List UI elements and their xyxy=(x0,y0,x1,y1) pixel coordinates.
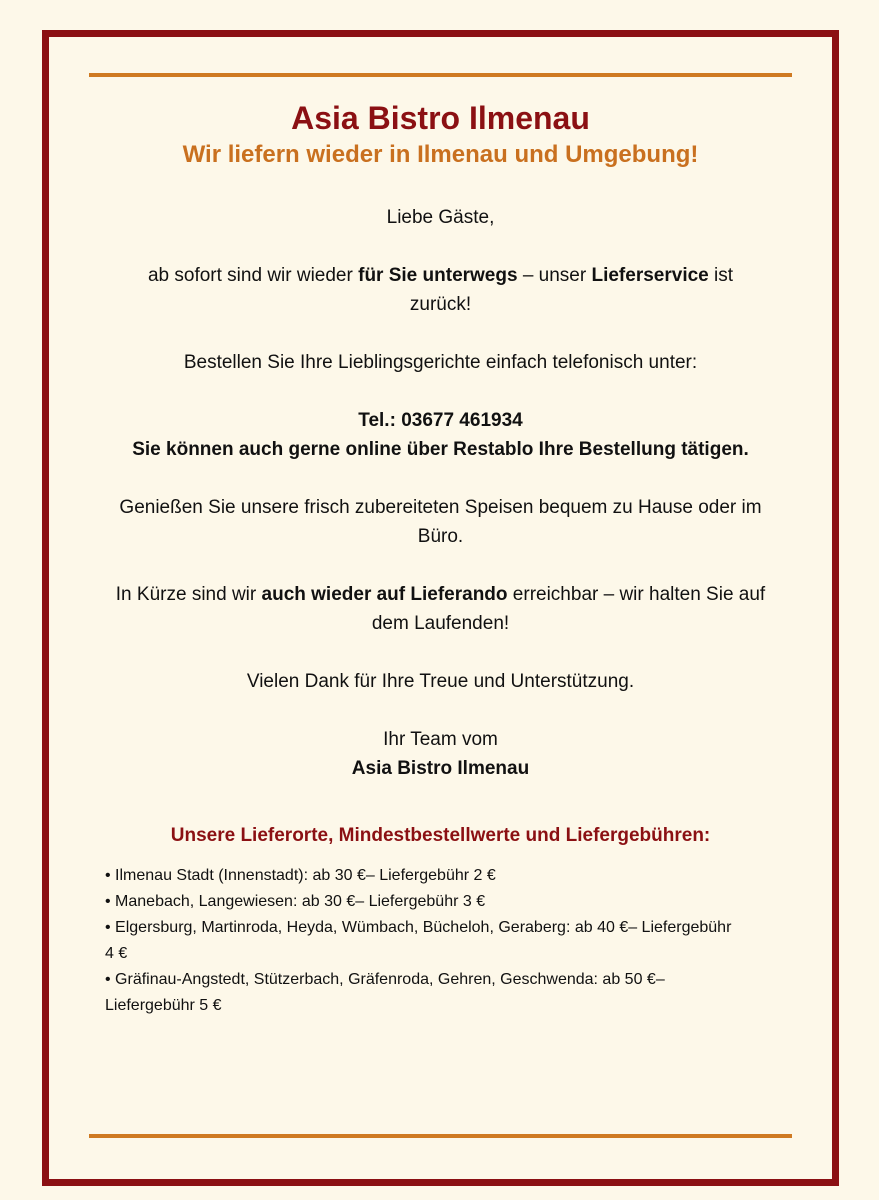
signature: Asia Bistro Ilmenau xyxy=(351,758,530,779)
top-divider xyxy=(89,73,792,77)
restaurant-title: Asia Bistro Ilmenau xyxy=(291,100,590,136)
announcement-text-2: – unser xyxy=(517,265,592,286)
delivery-announcement xyxy=(119,261,762,319)
greeting: Liebe Gäste, xyxy=(386,207,495,228)
order-instruction: Bestellen Sie Ihre Lieblingsgerichte einfach telefonisch unter: xyxy=(183,352,698,373)
list-item: • Manebach, Langewiesen: ab 30 €– Liefergebühr 3 € xyxy=(105,893,486,910)
bottom-divider xyxy=(89,1134,792,1138)
flyer-frame xyxy=(42,30,839,1186)
lieferando-text-1: In Kürze sind wir xyxy=(115,584,262,605)
lieferando-text-2: erreichbar – wir halten Sie auf dem Laufenden! xyxy=(371,584,766,634)
list-item: • Elgersburg, Martinroda, Heyda, Wümbach, Bücheloh, Geraberg: ab 40 €– Liefergebühr 4 € xyxy=(105,919,732,962)
list-item: • Gräfinau-Angstedt, Stützerbach, Gräfenroda, Gehren, Geschwenda: ab 50 €– Liefergebühr 5 € xyxy=(105,971,665,1014)
announcement-bold-1: für Sie unterwegs xyxy=(358,265,518,286)
list-item: • Ilmenau Stadt (Innenstadt): ab 30 €– Liefergebühr 2 € xyxy=(105,867,496,884)
delivery-heading: Unsere Lieferorte, Mindestbestellwerte und Liefergebühren: xyxy=(170,825,711,846)
announcement-bold-2: Lieferservice xyxy=(591,265,709,286)
lieferando-bold: auch wieder auf Lieferando xyxy=(261,584,508,605)
announcement-text-3: ist zurück! xyxy=(409,265,734,315)
phone-number: Tel.: 03677 461934 xyxy=(358,410,523,431)
thanks-line: Vielen Dank für Ihre Treue und Unterstützung. xyxy=(246,671,635,692)
signoff-line: Ihr Team vom xyxy=(383,729,498,750)
lieferando-paragraph xyxy=(104,580,777,638)
delivery-list xyxy=(105,863,735,1019)
delivery-subtitle: Wir liefern wieder in Ilmenau und Umgebung! xyxy=(182,141,699,168)
announcement-text-1: ab sofort sind wir wieder xyxy=(147,265,359,286)
enjoy-paragraph: Genießen Sie unsere frisch zubereiteten Speisen bequem zu Hause oder im Büro. xyxy=(119,497,762,547)
online-order-note: Sie können auch gerne online über Restablo Ihre Bestellung tätigen. xyxy=(132,439,749,460)
